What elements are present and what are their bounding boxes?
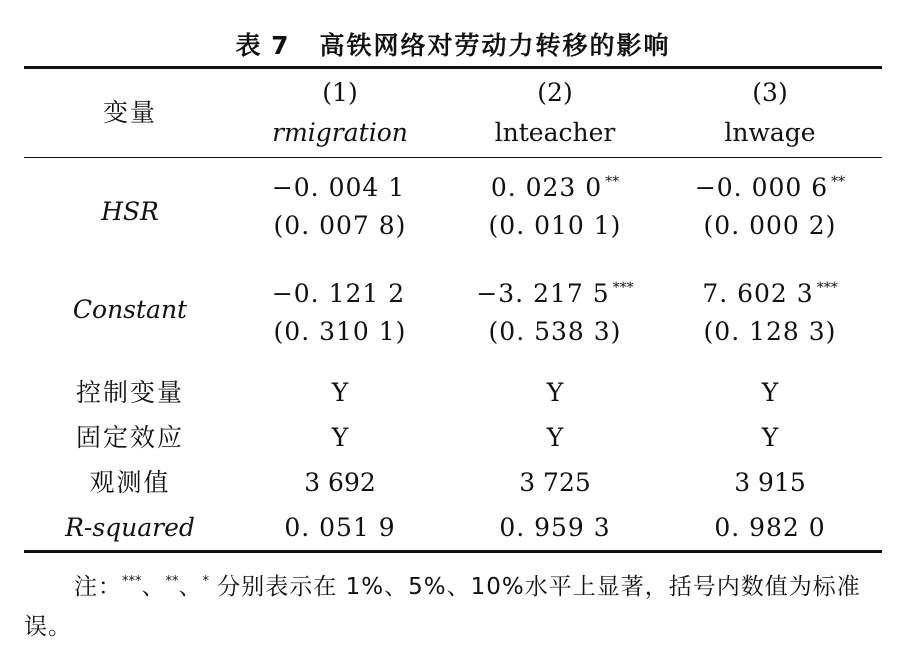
col2-name: lnteacher (494, 118, 616, 147)
hsr-coef-2: 0. 023 0 ** (490, 173, 620, 202)
col3-number: (3) (752, 78, 788, 107)
row-label-observations: 观测值 (89, 468, 171, 497)
top-rule (24, 66, 882, 69)
hsr-coef-3: −0. 000 6 ** (694, 173, 846, 202)
row-label-r-squared: R-squared (65, 513, 195, 542)
fixed-effects-3: Y (761, 423, 779, 452)
table-note: 注：***、**、* 分别表示在 1%、5%、10%水平上显著，括号内数值为标准误。 (24, 574, 861, 640)
hsr-se-2: (0. 010 1) (488, 211, 622, 240)
hsr-se-3: (0. 000 2) (703, 211, 837, 240)
r-squared-1: 0. 051 9 (284, 513, 396, 542)
controls-3: Y (761, 378, 779, 407)
r-squared-2: 0. 959 3 (499, 513, 611, 542)
hsr-se-1: (0. 007 8) (273, 211, 407, 240)
table-number: 表 7 (235, 31, 290, 60)
col3-name: lnwage (724, 118, 816, 147)
row-label-hsr: HSR (101, 197, 159, 226)
constant-coef-3: 7. 602 3 *** (702, 279, 838, 308)
col2-number: (2) (537, 78, 573, 107)
row-label-controls: 控制变量 (75, 378, 184, 407)
header-rule (24, 157, 882, 158)
observations-3: 3 915 (734, 468, 806, 497)
col1-number: (1) (322, 78, 358, 107)
row-label-constant: Constant (72, 295, 188, 324)
fixed-effects-1: Y (331, 423, 349, 452)
bottom-rule (24, 550, 882, 553)
col1-name: rmigration (272, 118, 408, 147)
constant-se-1: (0. 310 1) (273, 317, 407, 346)
constant-se-2: (0. 538 3) (488, 317, 622, 346)
controls-2: Y (546, 378, 564, 407)
observations-1: 3 692 (304, 468, 376, 497)
constant-coef-2: −3. 217 5 *** (476, 279, 634, 308)
variable-header: 变量 (102, 98, 157, 127)
table-title (0, 26, 906, 62)
observations-2: 3 725 (519, 468, 591, 497)
r-squared-3: 0. 982 0 (714, 513, 826, 542)
controls-1: Y (331, 378, 349, 407)
table-caption: 高铁网络对劳动力转移的影响 (319, 31, 671, 60)
hsr-coef-1: −0. 004 1 (271, 173, 406, 202)
row-label-fixed-effects: 固定效应 (75, 423, 184, 452)
constant-se-3: (0. 128 3) (703, 317, 837, 346)
constant-coef-1: −0. 121 2 (271, 279, 406, 308)
fixed-effects-2: Y (546, 423, 564, 452)
